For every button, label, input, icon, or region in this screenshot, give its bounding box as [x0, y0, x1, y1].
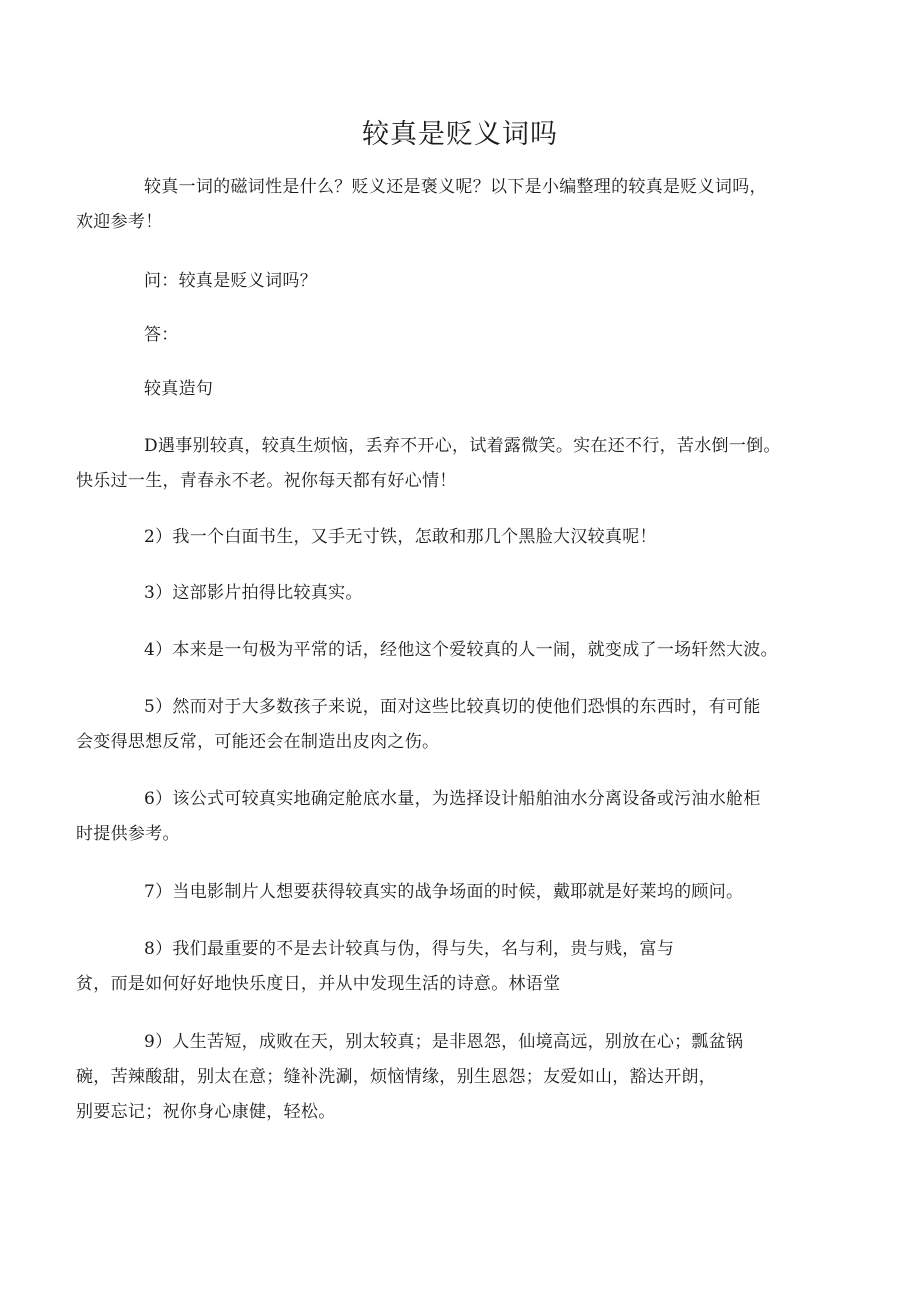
sentence-6-line-2: 时提供参考。	[76, 824, 180, 844]
sentence-2	[110, 520, 810, 555]
sentence-9	[76, 1025, 810, 1130]
sentence-6-line-1: 6）该公式可较真实地确定舱底水量，为选择设计船舶油水分离设备或污油水舱柜	[144, 789, 761, 809]
sentence-9-line-2: 碗，苦辣酸甜，别太在意；缝补洗涮，烦恼情缘，别生恩怨；友爱如山，豁达开朗，	[76, 1067, 717, 1087]
sentence-5-line-2: 会变得思想反常，可能还会在制造出皮肉之伤。	[76, 732, 440, 752]
sentence-6	[76, 782, 810, 852]
sentence-8	[76, 932, 810, 1002]
sentence-5	[76, 690, 810, 760]
sentence-4-line-1: 4）本来是一句极为平常的话，经他这个爱较真的人一闹，就变成了一场轩然大波。	[144, 640, 778, 660]
intro-line-1: 较真一词的磁词性是什么？贬义还是褒义呢？以下是小编整理的较真是贬义词吗，	[144, 177, 767, 197]
sentence-1-line-2: 快乐过一生，青春永不老。祝你每天都有好心情！	[76, 471, 457, 491]
section-heading	[110, 372, 810, 407]
sentence-7-line-1: 7）当电影制片人想要获得较真实的战争场面的时候，戴耶就是好莱坞的顾问。	[144, 882, 744, 902]
sentence-9-line-3: 别要忘记；祝你身心康健，轻松。	[76, 1102, 336, 1122]
sentence-4	[110, 633, 810, 668]
intro-line-2: 欢迎参考！	[76, 212, 163, 232]
intro-paragraph	[76, 170, 810, 240]
sentence-1-line-1: D遇事别较真，较真生烦恼，丢弃不开心，试着露微笑。实在还不行，苦水倒一倒。	[144, 436, 781, 456]
sentence-1	[76, 429, 810, 499]
sentence-9-line-1: 9）人生苦短，成败在天，别太较真；是非恩怨，仙境高远，别放在心；瓢盆锅	[144, 1032, 744, 1052]
answer-paragraph	[110, 318, 810, 353]
sentence-5-line-1: 5）然而对于大多数孩子来说，面对这些比较真切的使他们恐惧的东西时，有可能	[144, 697, 761, 717]
answer-text: 答：	[144, 325, 179, 345]
section-heading-text: 较真造句	[144, 379, 214, 399]
question-paragraph	[110, 264, 810, 299]
sentence-3	[110, 576, 810, 611]
sentence-8-line-1: 8）我们最重要的不是去计较真与伪，得与失，名与利，贵与贱，富与	[144, 939, 675, 959]
sentence-8-line-2: 贫，而是如何好好地快乐度日，并从中发现生活的诗意。林语堂	[76, 974, 561, 994]
sentence-2-line-1: 2）我一个白面书生，又手无寸铁，怎敢和那几个黑脸大汉较真呢！	[144, 527, 657, 547]
sentence-7	[110, 875, 810, 910]
question-text: 问：较真是贬义词吗？	[144, 271, 317, 291]
document-title: 较真是贬义词吗	[362, 119, 558, 150]
sentence-3-line-1: 3）这部影片拍得比较真实。	[144, 583, 363, 603]
